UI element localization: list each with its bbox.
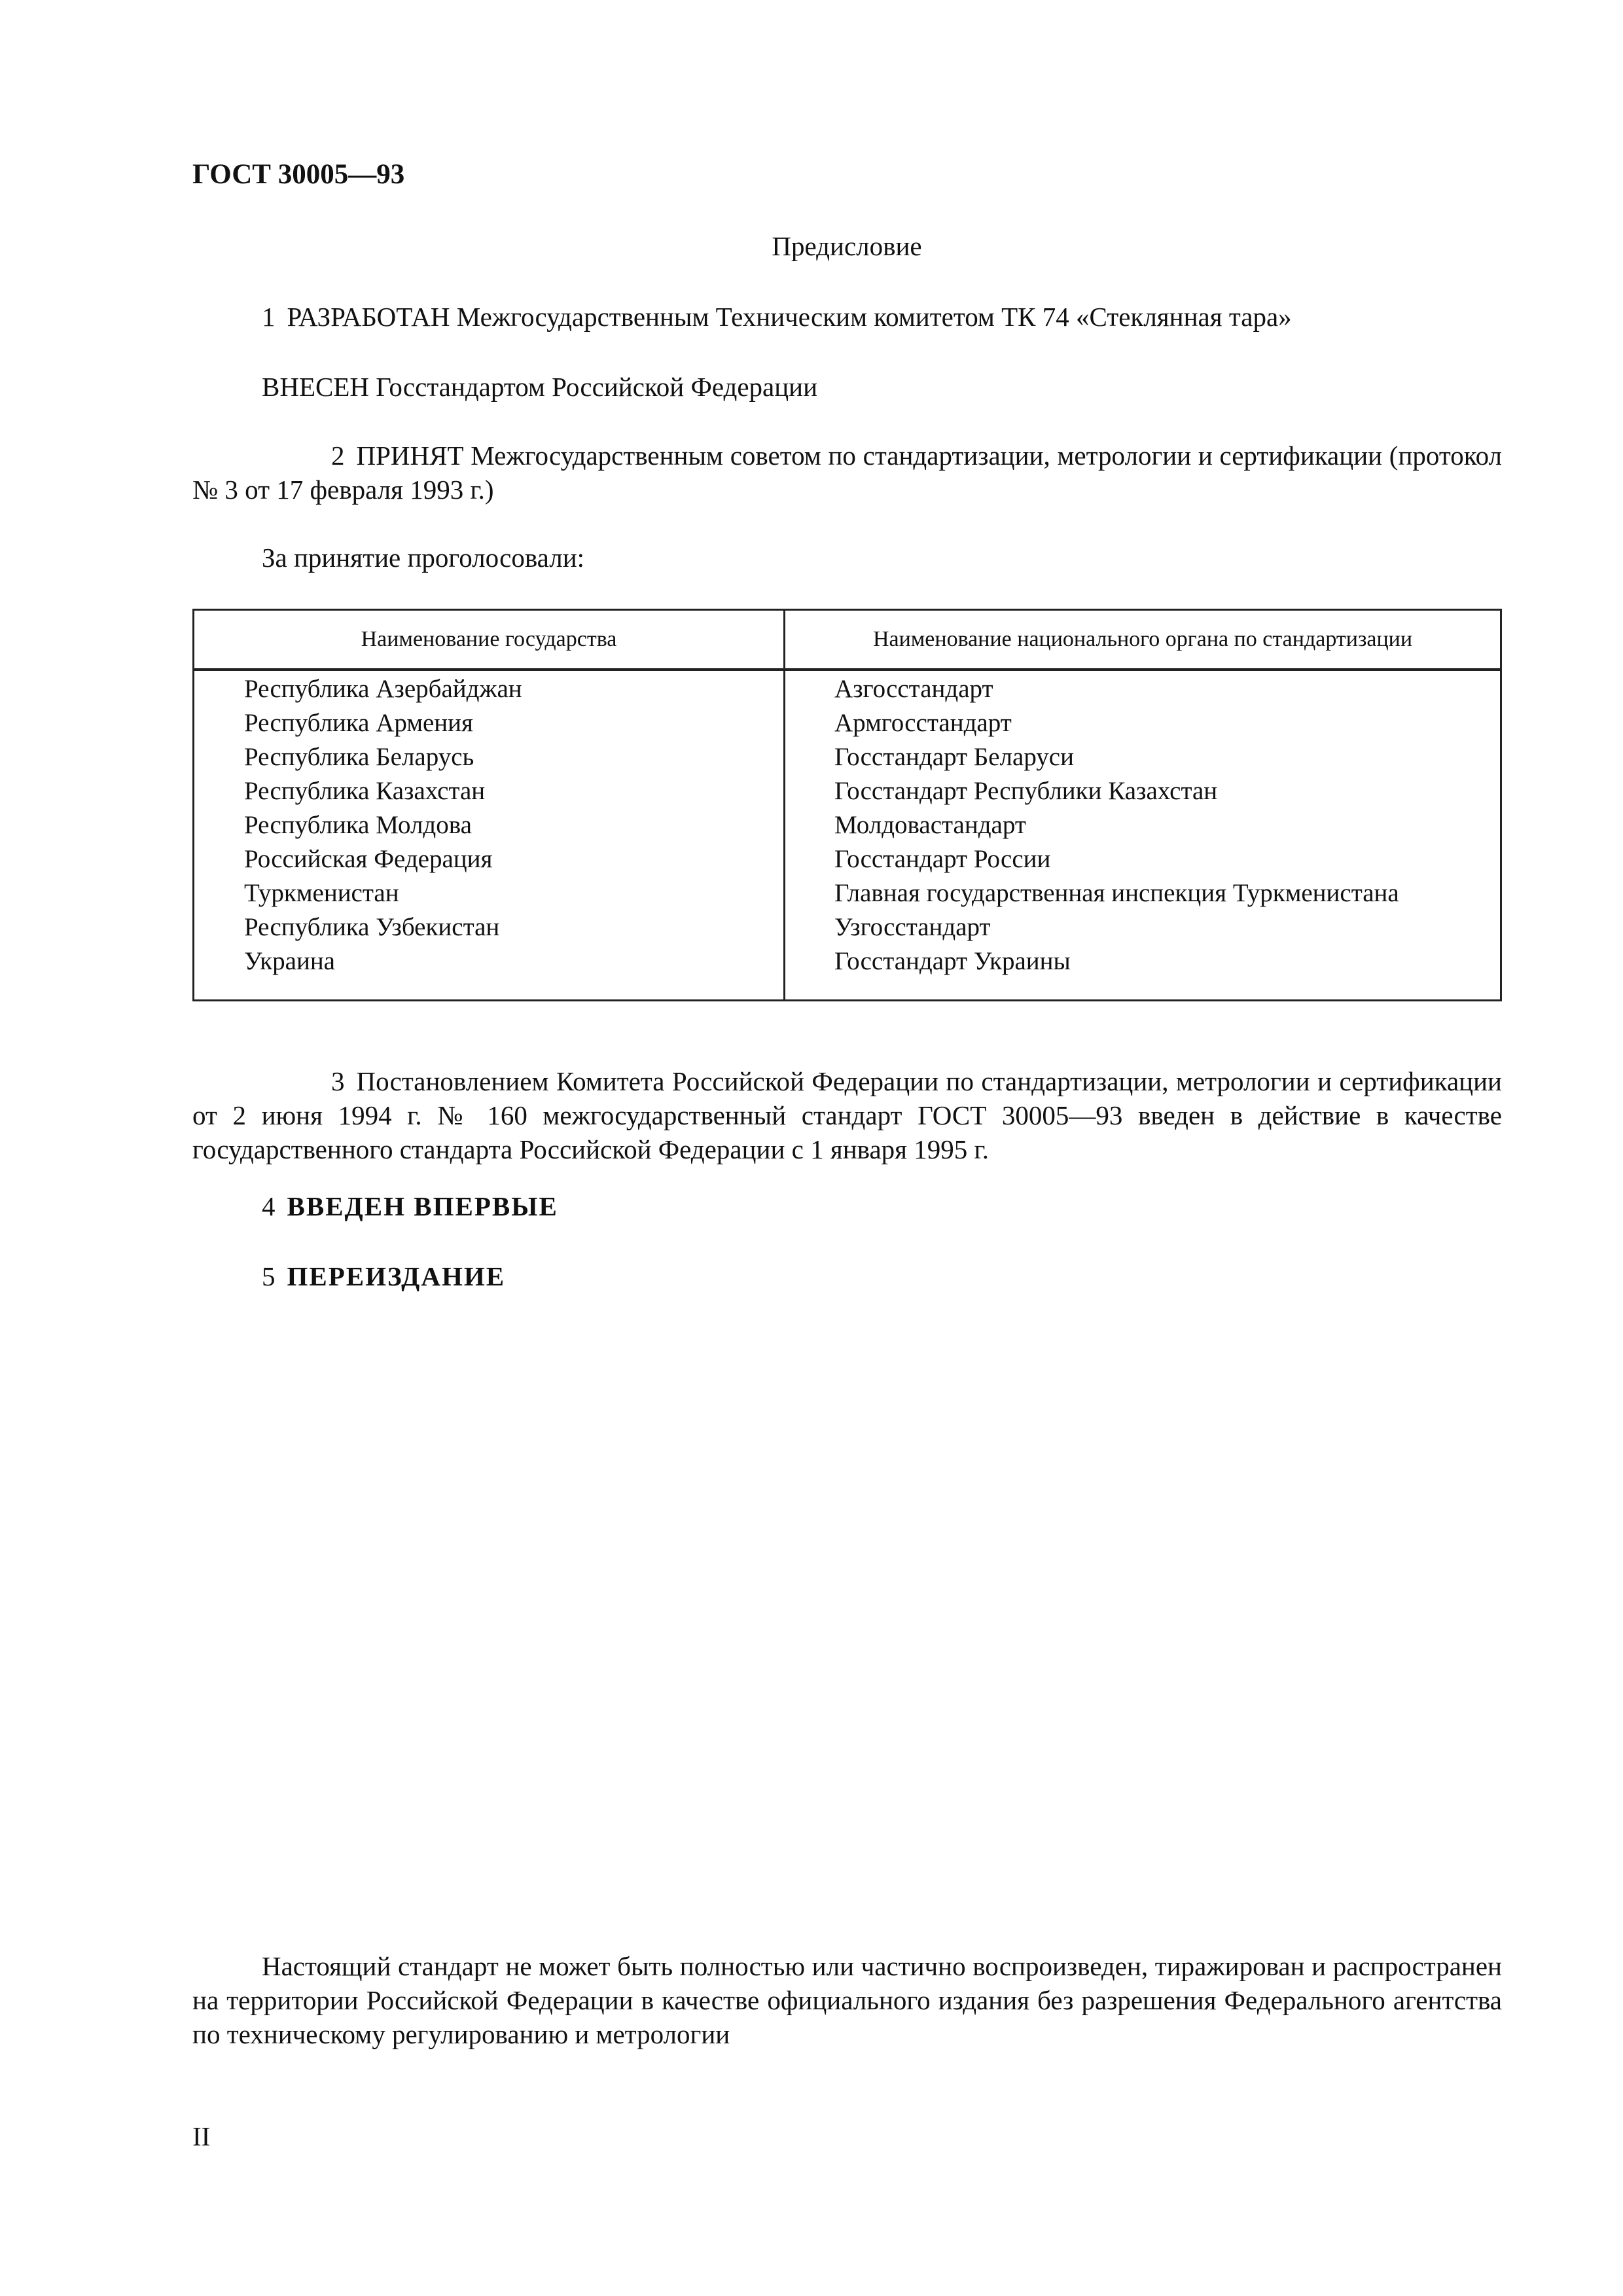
item-3 xyxy=(192,1064,1502,1166)
national-body-name: Узгосстандарт xyxy=(834,913,991,941)
state-name: Республика Беларусь xyxy=(244,743,474,771)
state-column xyxy=(194,670,785,1001)
document-code: ГОСТ 30005—93 xyxy=(192,159,405,190)
item-3-number: 3 xyxy=(331,1066,345,1096)
item-3-text: Постановлением Комитета Российской Федерации по стандартизации, метрологии и сертификации от 2 июня 1994 г. № 160 межгосударственный стандарт ГОСТ 30005—93 введен в действие в качестве государственного стандарта Российской Федерации с 1 января 1995 г. xyxy=(192,1066,1502,1164)
state-name: Российская Федерация xyxy=(244,845,493,873)
item-4-number: 4 xyxy=(262,1191,276,1221)
national-body-column xyxy=(785,670,1501,1001)
state-name: Республика Казахстан xyxy=(244,777,486,805)
introduced-line xyxy=(262,370,817,404)
state-name: Республика Молдова xyxy=(244,811,472,839)
states-table xyxy=(192,609,1502,1001)
item-2 xyxy=(192,439,1502,507)
page-title: Предисловие xyxy=(772,231,922,261)
national-body-name: Госстандарт России xyxy=(834,845,1051,873)
item-1-number: 1 xyxy=(262,302,276,332)
national-body-name: Главная государственная инспекция Туркменистана xyxy=(834,879,1399,907)
state-name: Республика Узбекистан xyxy=(244,913,500,941)
voted-label: За принятие проголосовали: xyxy=(262,543,585,573)
state-name: Украина xyxy=(244,947,335,975)
header-national-body: Наименование национального органа по стандартизации xyxy=(785,610,1501,670)
item-1-text: Межгосударственным Техническим комитетом ТК 74 «Стеклянная тара» xyxy=(456,302,1292,332)
state-name: Республика Армения xyxy=(244,709,473,737)
item-5-text: ПЕРЕИЗДАНИЕ xyxy=(287,1261,506,1291)
national-body-name: Армгосстандарт xyxy=(834,709,1012,737)
national-body-name: Госстандарт Украины xyxy=(834,947,1071,975)
item-5 xyxy=(262,1259,505,1293)
national-body-name: Госстандарт Беларуси xyxy=(834,743,1074,771)
item-4-text: ВВЕДЕН ВПЕРВЫЕ xyxy=(287,1191,558,1221)
item-1 xyxy=(262,300,1292,334)
national-body-name: Госстандарт Республики Казахстан xyxy=(834,777,1218,805)
header-state: Наименование государства xyxy=(194,610,785,670)
national-body-name: Молдовастандарт xyxy=(834,811,1026,839)
item-2-text: Межгосударственным советом по стандартизации, метрологии и сертификации (протокол № 3 от 17 февраля 1993 г.) xyxy=(192,440,1502,505)
state-name: Республика Азербайджан xyxy=(244,675,522,703)
state-name: Туркменистан xyxy=(244,879,399,907)
page-number: II xyxy=(192,2121,211,2151)
item-4 xyxy=(262,1189,558,1223)
national-body-name: Азгосстандарт xyxy=(834,675,993,703)
item-2-keyword: ПРИНЯТ xyxy=(356,440,464,471)
copyright-note: Настоящий стандарт не может быть полностью или частично воспроизведен, тиражирован и распространен на территории Российской Федерации в качестве официального издания без разрешения Федерального агентства по техническому регулированию и метрологии xyxy=(192,1951,1502,2049)
item-1-keyword: РАЗРАБОТАН xyxy=(287,302,450,332)
item-2-number: 2 xyxy=(331,440,345,471)
item-5-number: 5 xyxy=(262,1261,276,1291)
introduced-keyword: ВНЕСЕН xyxy=(262,372,369,402)
introduced-text: Госстандартом Российской Федерации xyxy=(376,372,818,402)
